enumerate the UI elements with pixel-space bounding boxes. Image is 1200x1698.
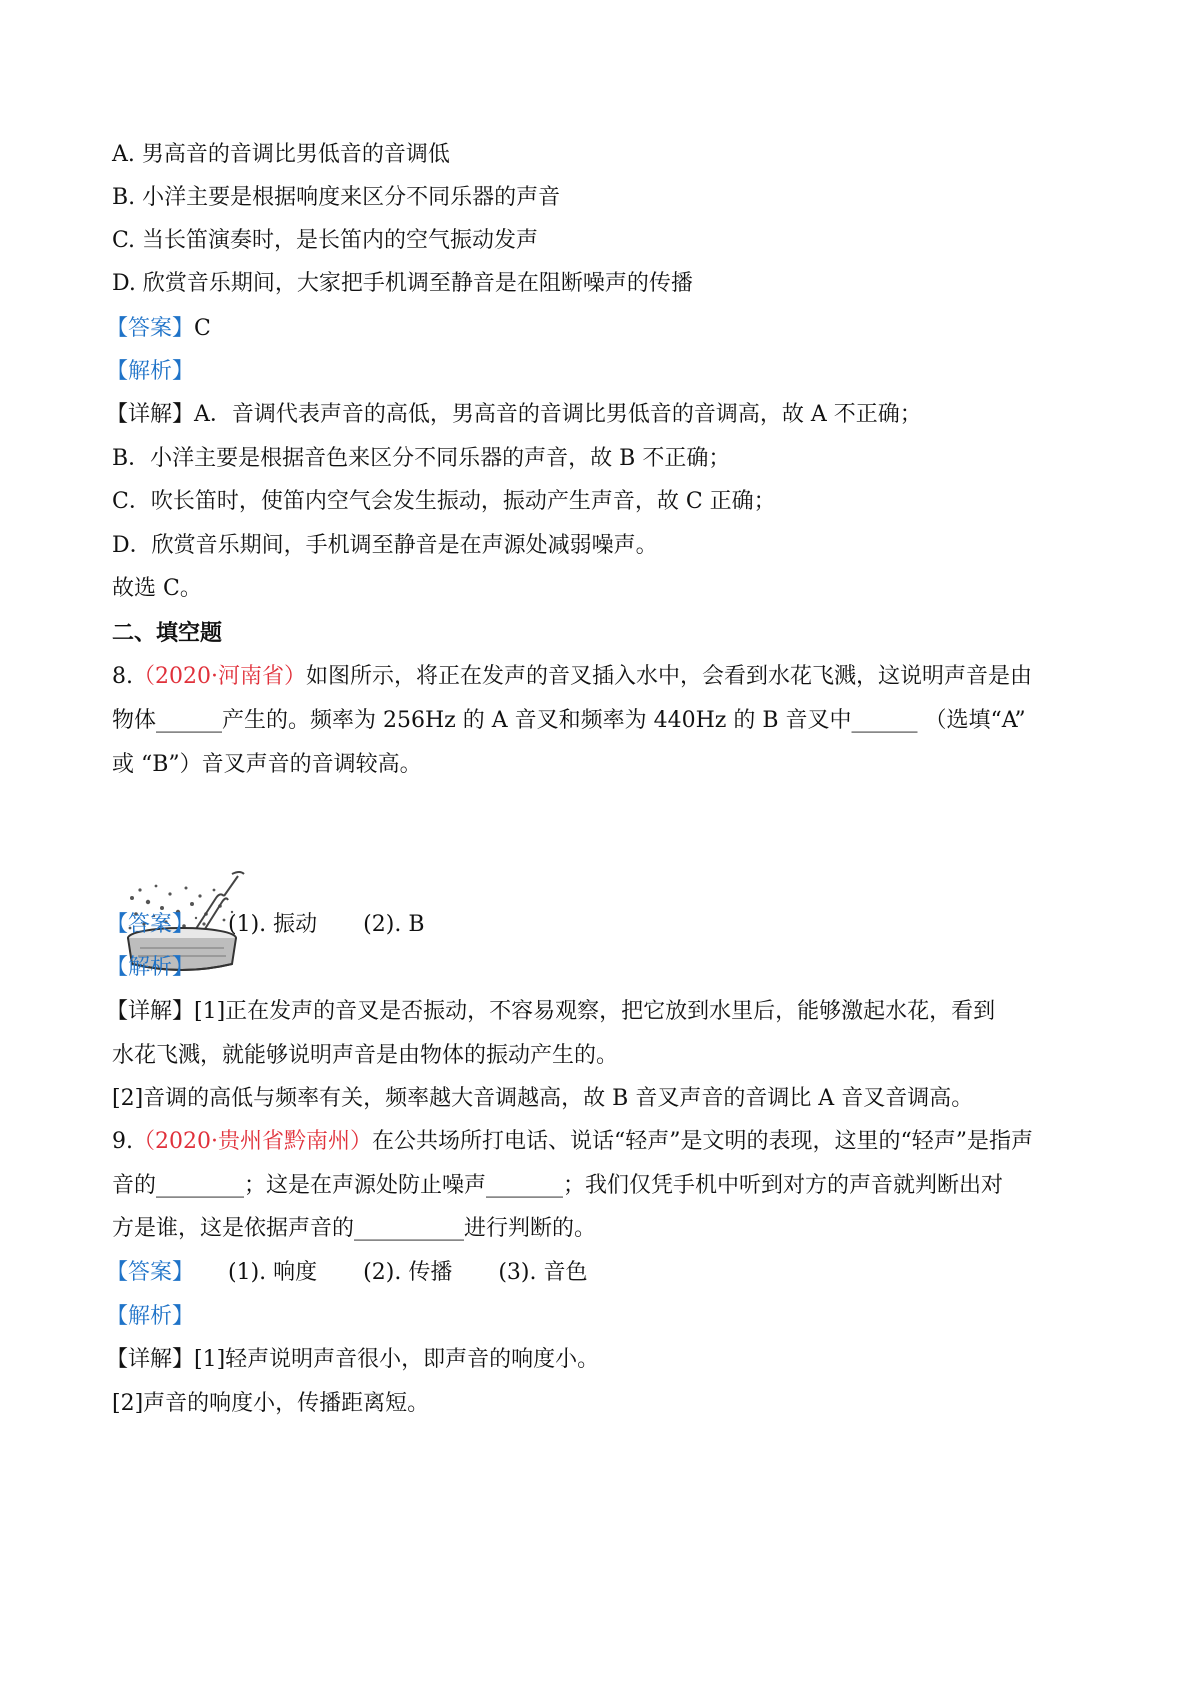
- q7-detail-d: D．欣赏音乐期间，手机调至静音是在声源处减弱噪声。: [112, 533, 658, 558]
- q8-answer: [106, 910, 425, 940]
- q9-stem-line-3: 方是谁，这是依据声音的__________进行判断的。: [112, 1216, 597, 1241]
- q7-detail-a: [106, 400, 922, 430]
- q8-detail-line-3: [2]音调的高低与频率有关，频率越大音调越高，故 B 音叉声音的音调比 A 音叉音调高。: [112, 1086, 974, 1111]
- q9-detail-line-2: [2]声音的响度小，传播距离短。: [112, 1391, 430, 1416]
- answer-tag: 【答案】: [106, 1260, 195, 1285]
- detail-tag: 【详解】: [106, 999, 195, 1024]
- q8-detail-line-2: 水花飞溅，就能够说明声音是由物体的振动产生的。: [112, 1043, 619, 1068]
- q9-stem-line-2: 音的________；这是在声源处防止噪声_______；我们仅凭手机中听到对方的声音就判断出对: [112, 1173, 1004, 1198]
- answer-item-1: (1). 振动: [228, 912, 318, 937]
- question-source: （2020·贵州省黔南州）: [133, 1129, 372, 1154]
- question-number: 9.: [112, 1129, 133, 1154]
- q7-option-a: A. 男高音的音调比男低音的音调低: [112, 142, 450, 167]
- q9-analysis: [106, 1302, 194, 1332]
- q7-option-c: C. 当长笛演奏时，是长笛内的空气振动发声: [112, 228, 539, 253]
- question-source: （2020·河南省）: [133, 664, 306, 689]
- answer-tag: 【答案】: [106, 316, 195, 341]
- answer-tag: 【答案】: [106, 912, 195, 937]
- detail-text: [1]正在发声的音叉是否振动，不容易观察，把它放到水里后，能够激起水花，看到: [194, 999, 996, 1024]
- q9-detail-line-1: [106, 1345, 599, 1375]
- analysis-tag: 【解析】: [106, 955, 195, 980]
- q7-analysis: [106, 357, 194, 387]
- q7-option-d: D. 欣赏音乐期间，大家把手机调至静音是在阻断噪声的传播: [112, 271, 693, 296]
- stem-text: 如图所示，将正在发声的音叉插入水中，会看到水花飞溅，这说明声音是由: [305, 664, 1032, 689]
- stem-text: 在公共场所打电话、说话“轻声”是文明的表现，这里的“轻声”是指声: [371, 1129, 1033, 1154]
- q7-detail-c: C．吹长笛时，使笛内空气会发生振动，振动产生声音，故 C 正确；: [112, 489, 776, 514]
- q7-detail-b: B．小洋主要是根据音色来区分不同乐器的声音，故 B 不正确；: [112, 446, 731, 471]
- q7-answer: [106, 314, 211, 344]
- q7-option-b: B. 小洋主要是根据响度来区分不同乐器的声音: [112, 185, 561, 210]
- detail-tag: 【详解】: [106, 402, 195, 427]
- q8-detail-line-1: [106, 997, 995, 1027]
- answer-item-2: (2). B: [363, 912, 425, 937]
- analysis-tag: 【解析】: [106, 359, 195, 384]
- q9-stem-line-1: [112, 1127, 1033, 1157]
- answer-item-3: (3). 音色: [498, 1260, 588, 1285]
- q8-stem-line-2: 物体______产生的。频率为 256Hz 的 A 音叉和频率为 440Hz 的 B 音叉中______ （选填“A”: [112, 708, 1026, 733]
- analysis-tag: 【解析】: [106, 1304, 195, 1329]
- q7-conclusion: 故选 C。: [112, 576, 202, 601]
- detail-text: [1]轻声说明声音很小，即声音的响度小。: [194, 1347, 600, 1372]
- answer-item-1: (1). 响度: [228, 1260, 318, 1285]
- q8-stem-line-3: 或 “B”）音叉声音的音调较高。: [112, 752, 422, 777]
- answer-value: C: [194, 316, 211, 341]
- detail-text: A．音调代表声音的高低，男高音的音调比男低音的音调高，故 A 不正确；: [194, 402, 922, 427]
- section-title: 二、填空题: [112, 620, 223, 646]
- question-number: 8.: [112, 664, 133, 689]
- answer-item-2: (2). 传播: [363, 1260, 453, 1285]
- q9-answer: [106, 1258, 587, 1288]
- q8-analysis: [106, 953, 194, 983]
- q8-stem-line-1: [112, 662, 1032, 692]
- detail-tag: 【详解】: [106, 1347, 195, 1372]
